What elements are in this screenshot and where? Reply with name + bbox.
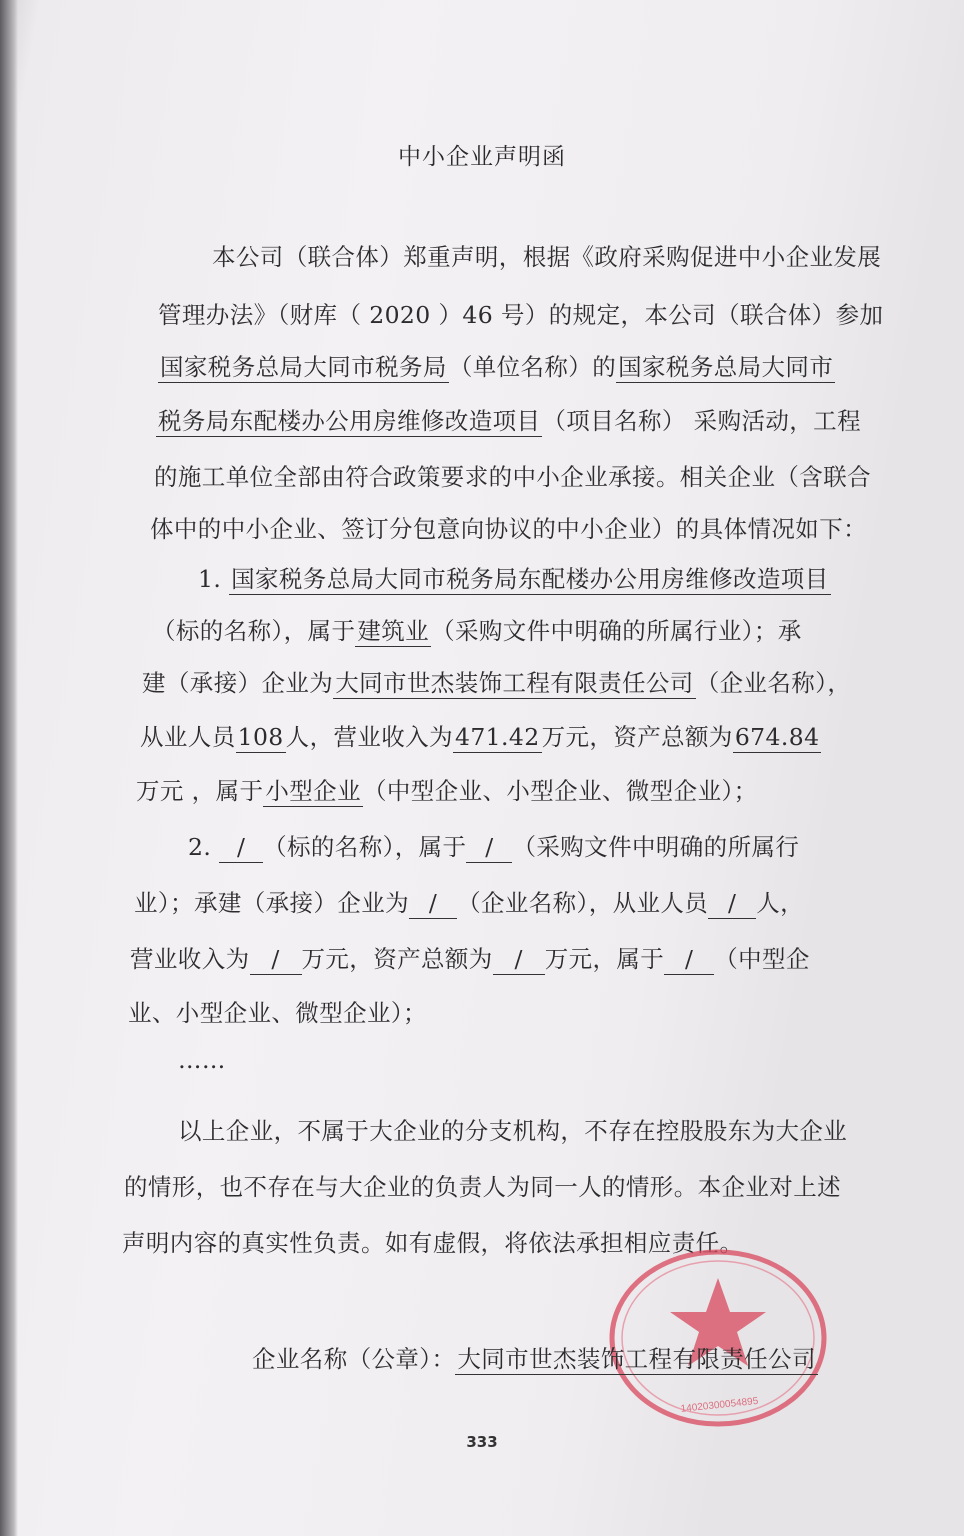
item-1-line-3 — [142, 664, 851, 698]
item-2-revenue-label: 营业收入为 — [130, 945, 250, 973]
paragraph-2-line-2: 的情形，也不存在与大企业的负责人为同一人的情形。本企业对上述 — [124, 1173, 841, 1201]
item-2-contractor-label: 业）；承建（承接）企业为 — [134, 889, 410, 917]
item-2-employees-label: （企业名称），从业人员 — [457, 889, 709, 917]
item-1-enterprise-type: 小型企业 — [265, 777, 361, 805]
item-1-company: 大同市世杰装饰工程有限责任公司 — [335, 669, 694, 697]
enterprise-type-label: （中型企业、小型企业、微型企业）； — [362, 777, 758, 805]
seal-number: 14020300054895 — [680, 1395, 759, 1415]
industry-label: （采购文件中明确的所属行业）；承 — [431, 617, 802, 645]
item-2-assets-label: 万元，资产总额为 — [301, 945, 493, 973]
project-name-part-2: 税务局东配楼办公用房维修改造项目 — [158, 407, 541, 435]
signature-company: 大同市世杰装饰工程有限责任公司 — [457, 1345, 816, 1373]
item-1-line-1 — [198, 560, 831, 594]
paragraph-1-line-2: 管理办法》（财库（ 2020 ）46 号）的规定，本公司（联合体）参加 — [158, 301, 884, 329]
signature-label: 企业名称（公章）： — [252, 1345, 456, 1373]
item-2-assets: / — [493, 945, 545, 975]
item-2-number: 2. — [188, 833, 212, 861]
bid-name-label: （标的名称），属于 — [152, 617, 356, 645]
ellipsis: …… — [178, 1046, 226, 1074]
paragraph-1-line-4 — [156, 402, 861, 436]
page-number: 333 — [466, 1433, 498, 1451]
item-1-revenue: 471.42 — [454, 723, 540, 751]
item-2-type-label: （中型企 — [714, 945, 810, 973]
item-1-line-4 — [140, 718, 821, 752]
item-1-employees: 108 — [237, 723, 284, 751]
paragraph-1-line-6: 体中的中小企业、签订分包意向协议的中小企业）的具体情况如下： — [150, 515, 867, 543]
item-2-line-2 — [134, 884, 804, 919]
item-1-line-5 — [136, 772, 758, 806]
project-name-label: （项目名称） 采购活动，工程 — [542, 407, 861, 435]
paragraph-1-line-3 — [158, 348, 835, 382]
paragraph-2-line-3: 声明内容的真实性负责。如有虚假，将依法承担相应责任。 — [122, 1229, 744, 1257]
company-name-label: （企业名称）， — [695, 669, 852, 697]
item-2-line-4: 业、小型企业、微型企业）； — [128, 999, 427, 1027]
company-seal — [600, 1240, 830, 1430]
item-2-belongs-label: 万元，属于 — [544, 945, 665, 973]
project-name-part-1: 国家税务总局大同市 — [618, 353, 834, 381]
item-2-industry: / — [466, 833, 512, 863]
item-2-person-unit: 人， — [756, 889, 805, 917]
revenue-label: 人，营业收入为 — [285, 723, 453, 751]
item-2-employees: / — [708, 889, 756, 919]
paragraph-1-line-5: 的施工单位全部由符合政策要求的中小企业承接。相关企业（含联合 — [154, 463, 871, 491]
paragraph-1-line-1: 本公司（联合体）郑重声明，根据《政府采购促进中小企业发展 — [212, 243, 882, 271]
item-2-line-1 — [188, 828, 799, 863]
unit-label: 万元 ，属于 — [136, 777, 264, 805]
item-1-industry: 建筑业 — [357, 617, 430, 645]
unit-name-label: （单位名称）的 — [448, 353, 617, 381]
item-2-company: / — [409, 889, 457, 919]
item-2-type: / — [664, 945, 714, 975]
employees-label: 从业人员 — [140, 723, 236, 751]
assets-label: 万元，资产总额为 — [541, 723, 733, 751]
document-title: 中小企业声明函 — [398, 144, 566, 170]
item-2-revenue: / — [250, 945, 302, 975]
item-2-line-3 — [130, 940, 810, 975]
purchaser-name: 国家税务总局大同市税务局 — [160, 353, 447, 381]
item-1-number: 1. — [198, 565, 222, 593]
item-2-bid-name: / — [219, 833, 263, 863]
binding-shadow — [0, 0, 18, 1536]
item-1-assets: 674.84 — [734, 723, 820, 751]
item-2-industry-label: （采购文件中明确的所属行 — [512, 833, 800, 861]
item-2-bid-label: （标的名称），属于 — [263, 833, 467, 861]
paragraph-2-line-1: 以上企业，不属于大企业的分支机构，不存在控股股东为大企业 — [178, 1117, 848, 1145]
signature-line — [252, 1340, 818, 1374]
item-1-bid-name: 国家税务总局大同市税务局东配楼办公用房维修改造项目 — [231, 565, 829, 593]
contractor-label: 建（承接）企业为 — [142, 669, 334, 697]
item-1-line-2 — [152, 612, 802, 646]
